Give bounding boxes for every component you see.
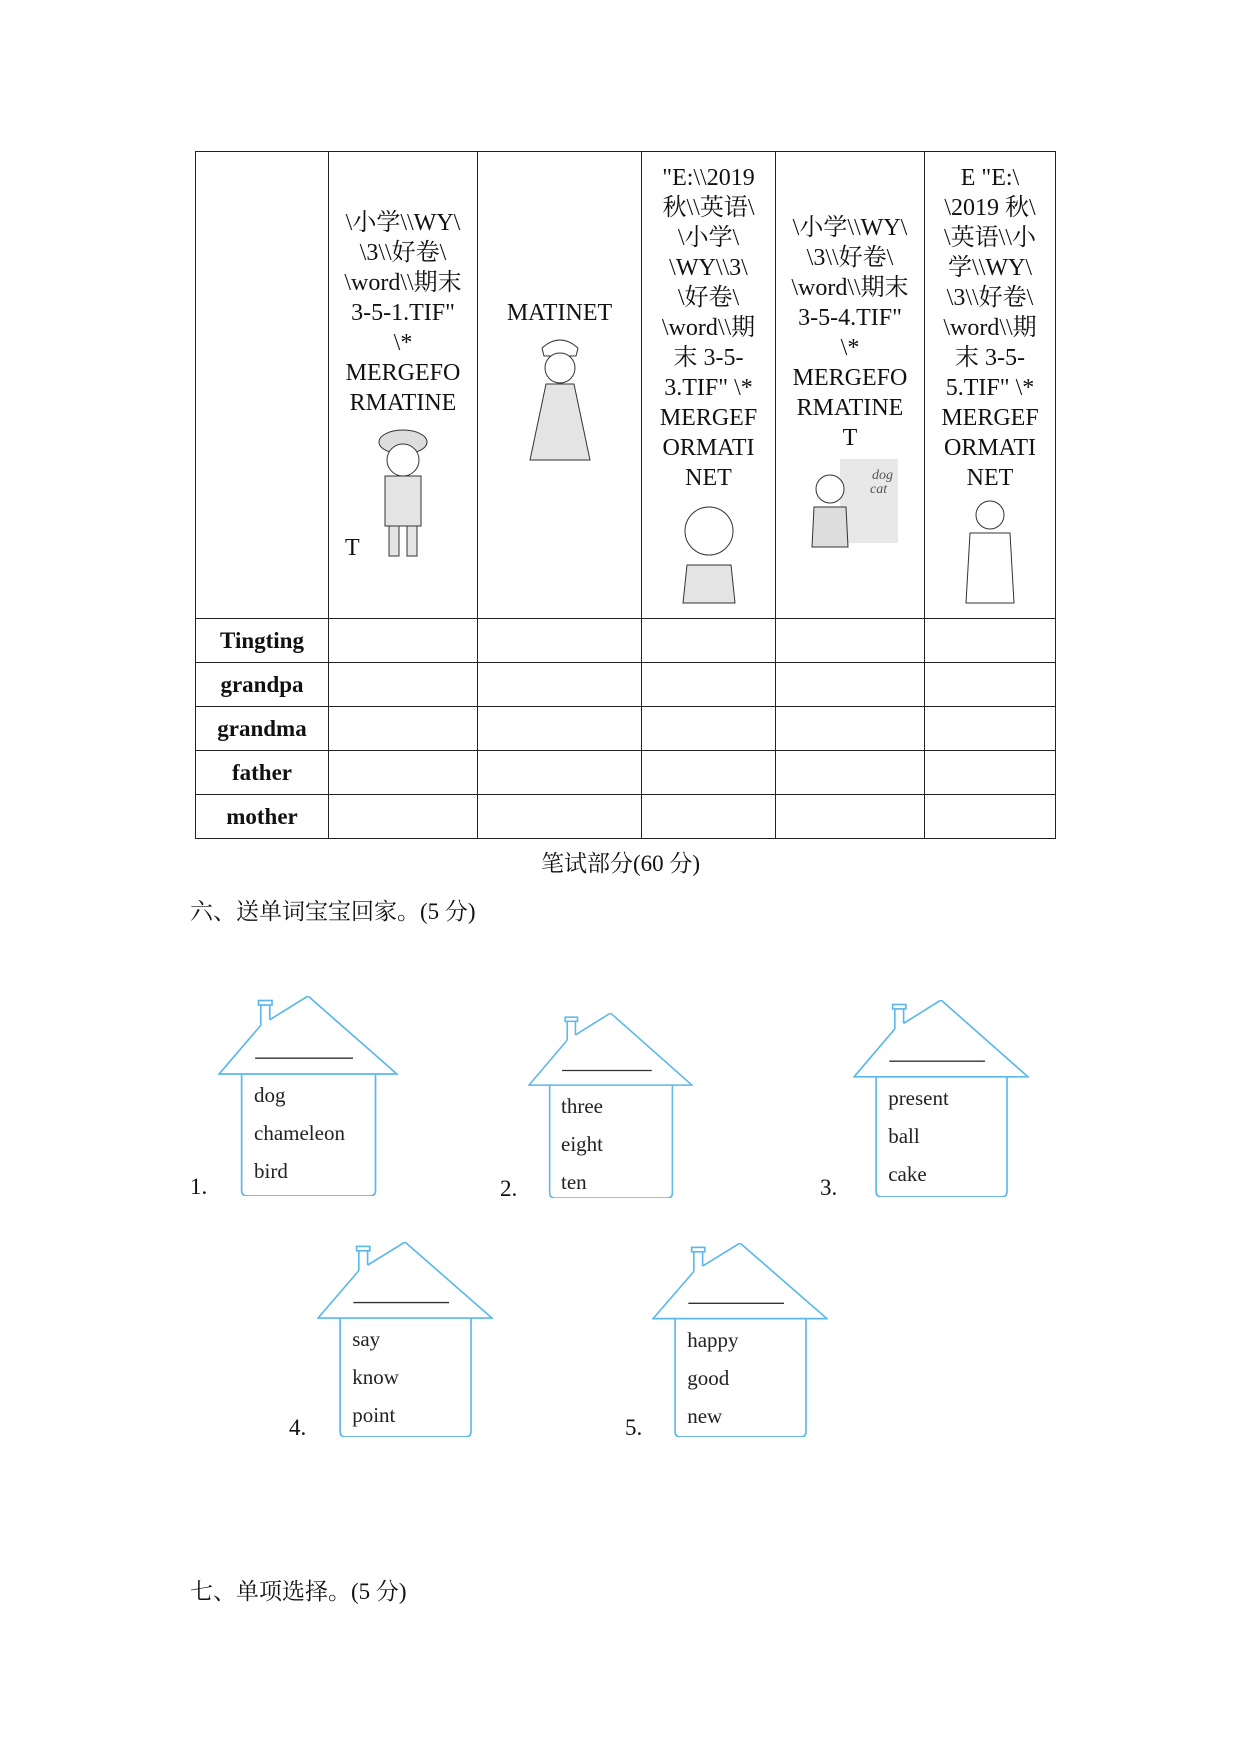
word-list [888, 1079, 949, 1193]
answer-cell[interactable] [478, 619, 642, 663]
word: eight [561, 1132, 603, 1156]
table-row [196, 751, 1056, 795]
answer-cell[interactable] [642, 795, 776, 839]
row-label: mother [196, 795, 329, 839]
answer-cell[interactable] [478, 707, 642, 751]
nurse-figure-icon [520, 330, 600, 470]
answer-cell[interactable] [642, 751, 776, 795]
answer-cell[interactable] [925, 795, 1056, 839]
answer-cell[interactable] [642, 619, 776, 663]
table-row [196, 663, 1056, 707]
word: three [561, 1094, 603, 1118]
word: point [352, 1403, 396, 1427]
row-label: Tingting [196, 619, 329, 663]
word-list [352, 1320, 399, 1434]
header-cell-police: \小学\\WY\ \3\\好卷\ \word\\期末 3-5-1.TIF" \* MERGEFO RMATINE T [329, 152, 478, 619]
answer-cell[interactable] [642, 663, 776, 707]
word-list [254, 1076, 345, 1190]
answer-cell[interactable] [776, 619, 925, 663]
word: present [888, 1085, 949, 1110]
word: chameleon [254, 1121, 345, 1145]
word: good [687, 1365, 730, 1390]
word-list [561, 1087, 603, 1201]
header-cell-teacher: \小学\\WY\ \3\\好卷\ \word\\期末 3-5-4.TIF" \* MERGEFO RMATINE T dog cat [776, 152, 925, 619]
word: happy [687, 1327, 739, 1352]
table-row [196, 795, 1056, 839]
answer-cell[interactable] [478, 751, 642, 795]
word-house-2 [528, 1013, 693, 1198]
table-row [196, 619, 1056, 663]
word: dog [254, 1083, 286, 1107]
house-outline-icon [528, 1013, 693, 1198]
header-cell-doctor: E "E:\ \2019 秋\ \英语\\小 学\\WY\ \3\\好卷\ \word\\期 末 3-5- 5.TIF" \* MERGEF ORMATI NET [925, 152, 1056, 619]
house-number: 4. [289, 1415, 307, 1440]
house-outline-icon [652, 1243, 828, 1437]
answer-cell[interactable] [478, 663, 642, 707]
header-cell-girl: "E:\\2019 秋\\英语\ \小学\ \WY\\3\ \好卷\ \word\\期 末 3-5- 3.TIF" \* MERGEF ORMATI NET [642, 152, 776, 619]
section-6-title: 六、送单词宝宝回家。(5 分) [190, 899, 476, 924]
family-job-table [195, 151, 1056, 839]
house-number: 1. [190, 1174, 208, 1199]
answer-cell[interactable] [925, 707, 1056, 751]
answer-cell[interactable] [478, 795, 642, 839]
written-part-title: 笔试部分(60 分) [540, 851, 701, 876]
corner-cell [196, 152, 329, 619]
answer-cell[interactable] [329, 751, 478, 795]
house-number: 5. [625, 1415, 643, 1440]
word-house-1 [218, 996, 398, 1196]
word: ball [888, 1123, 920, 1148]
answer-cell[interactable] [642, 707, 776, 751]
word: know [352, 1365, 399, 1389]
teacher-figure-icon [800, 455, 900, 555]
answer-cell[interactable] [925, 751, 1056, 795]
answer-cell[interactable] [329, 707, 478, 751]
house-number: 3. [820, 1175, 838, 1200]
table-row [196, 707, 1056, 751]
answer-cell[interactable] [329, 795, 478, 839]
answer-cell[interactable] [329, 663, 478, 707]
house-outline-icon [317, 1242, 493, 1437]
answer-cell[interactable] [776, 795, 925, 839]
answer-cell[interactable] [925, 619, 1056, 663]
police-figure-icon [363, 420, 443, 560]
answer-cell[interactable] [776, 707, 925, 751]
row-label: father [196, 751, 329, 795]
word: new [687, 1403, 723, 1428]
answer-cell[interactable] [776, 663, 925, 707]
word-house-4 [317, 1242, 493, 1437]
answer-cell[interactable] [329, 619, 478, 663]
board-word-dog: dog [872, 468, 893, 483]
word: ten [561, 1170, 587, 1194]
word-house-5 [652, 1243, 828, 1437]
word: cake [888, 1161, 927, 1186]
answer-cell[interactable] [776, 751, 925, 795]
board-word-cat: cat [870, 482, 888, 497]
section-7-title: 七、单项选择。(5 分) [190, 1579, 407, 1604]
girl-figure-icon [669, 495, 749, 605]
word-list [687, 1321, 738, 1435]
answer-cell[interactable] [925, 663, 1056, 707]
doctor-figure-icon [950, 495, 1030, 605]
word-house-3 [853, 1000, 1029, 1197]
row-label: grandpa [196, 663, 329, 707]
word: bird [254, 1159, 288, 1183]
row-label: grandma [196, 707, 329, 751]
house-number: 2. [500, 1176, 518, 1201]
header-cell-nurse: MATINET [478, 152, 642, 619]
word: say [352, 1327, 381, 1351]
